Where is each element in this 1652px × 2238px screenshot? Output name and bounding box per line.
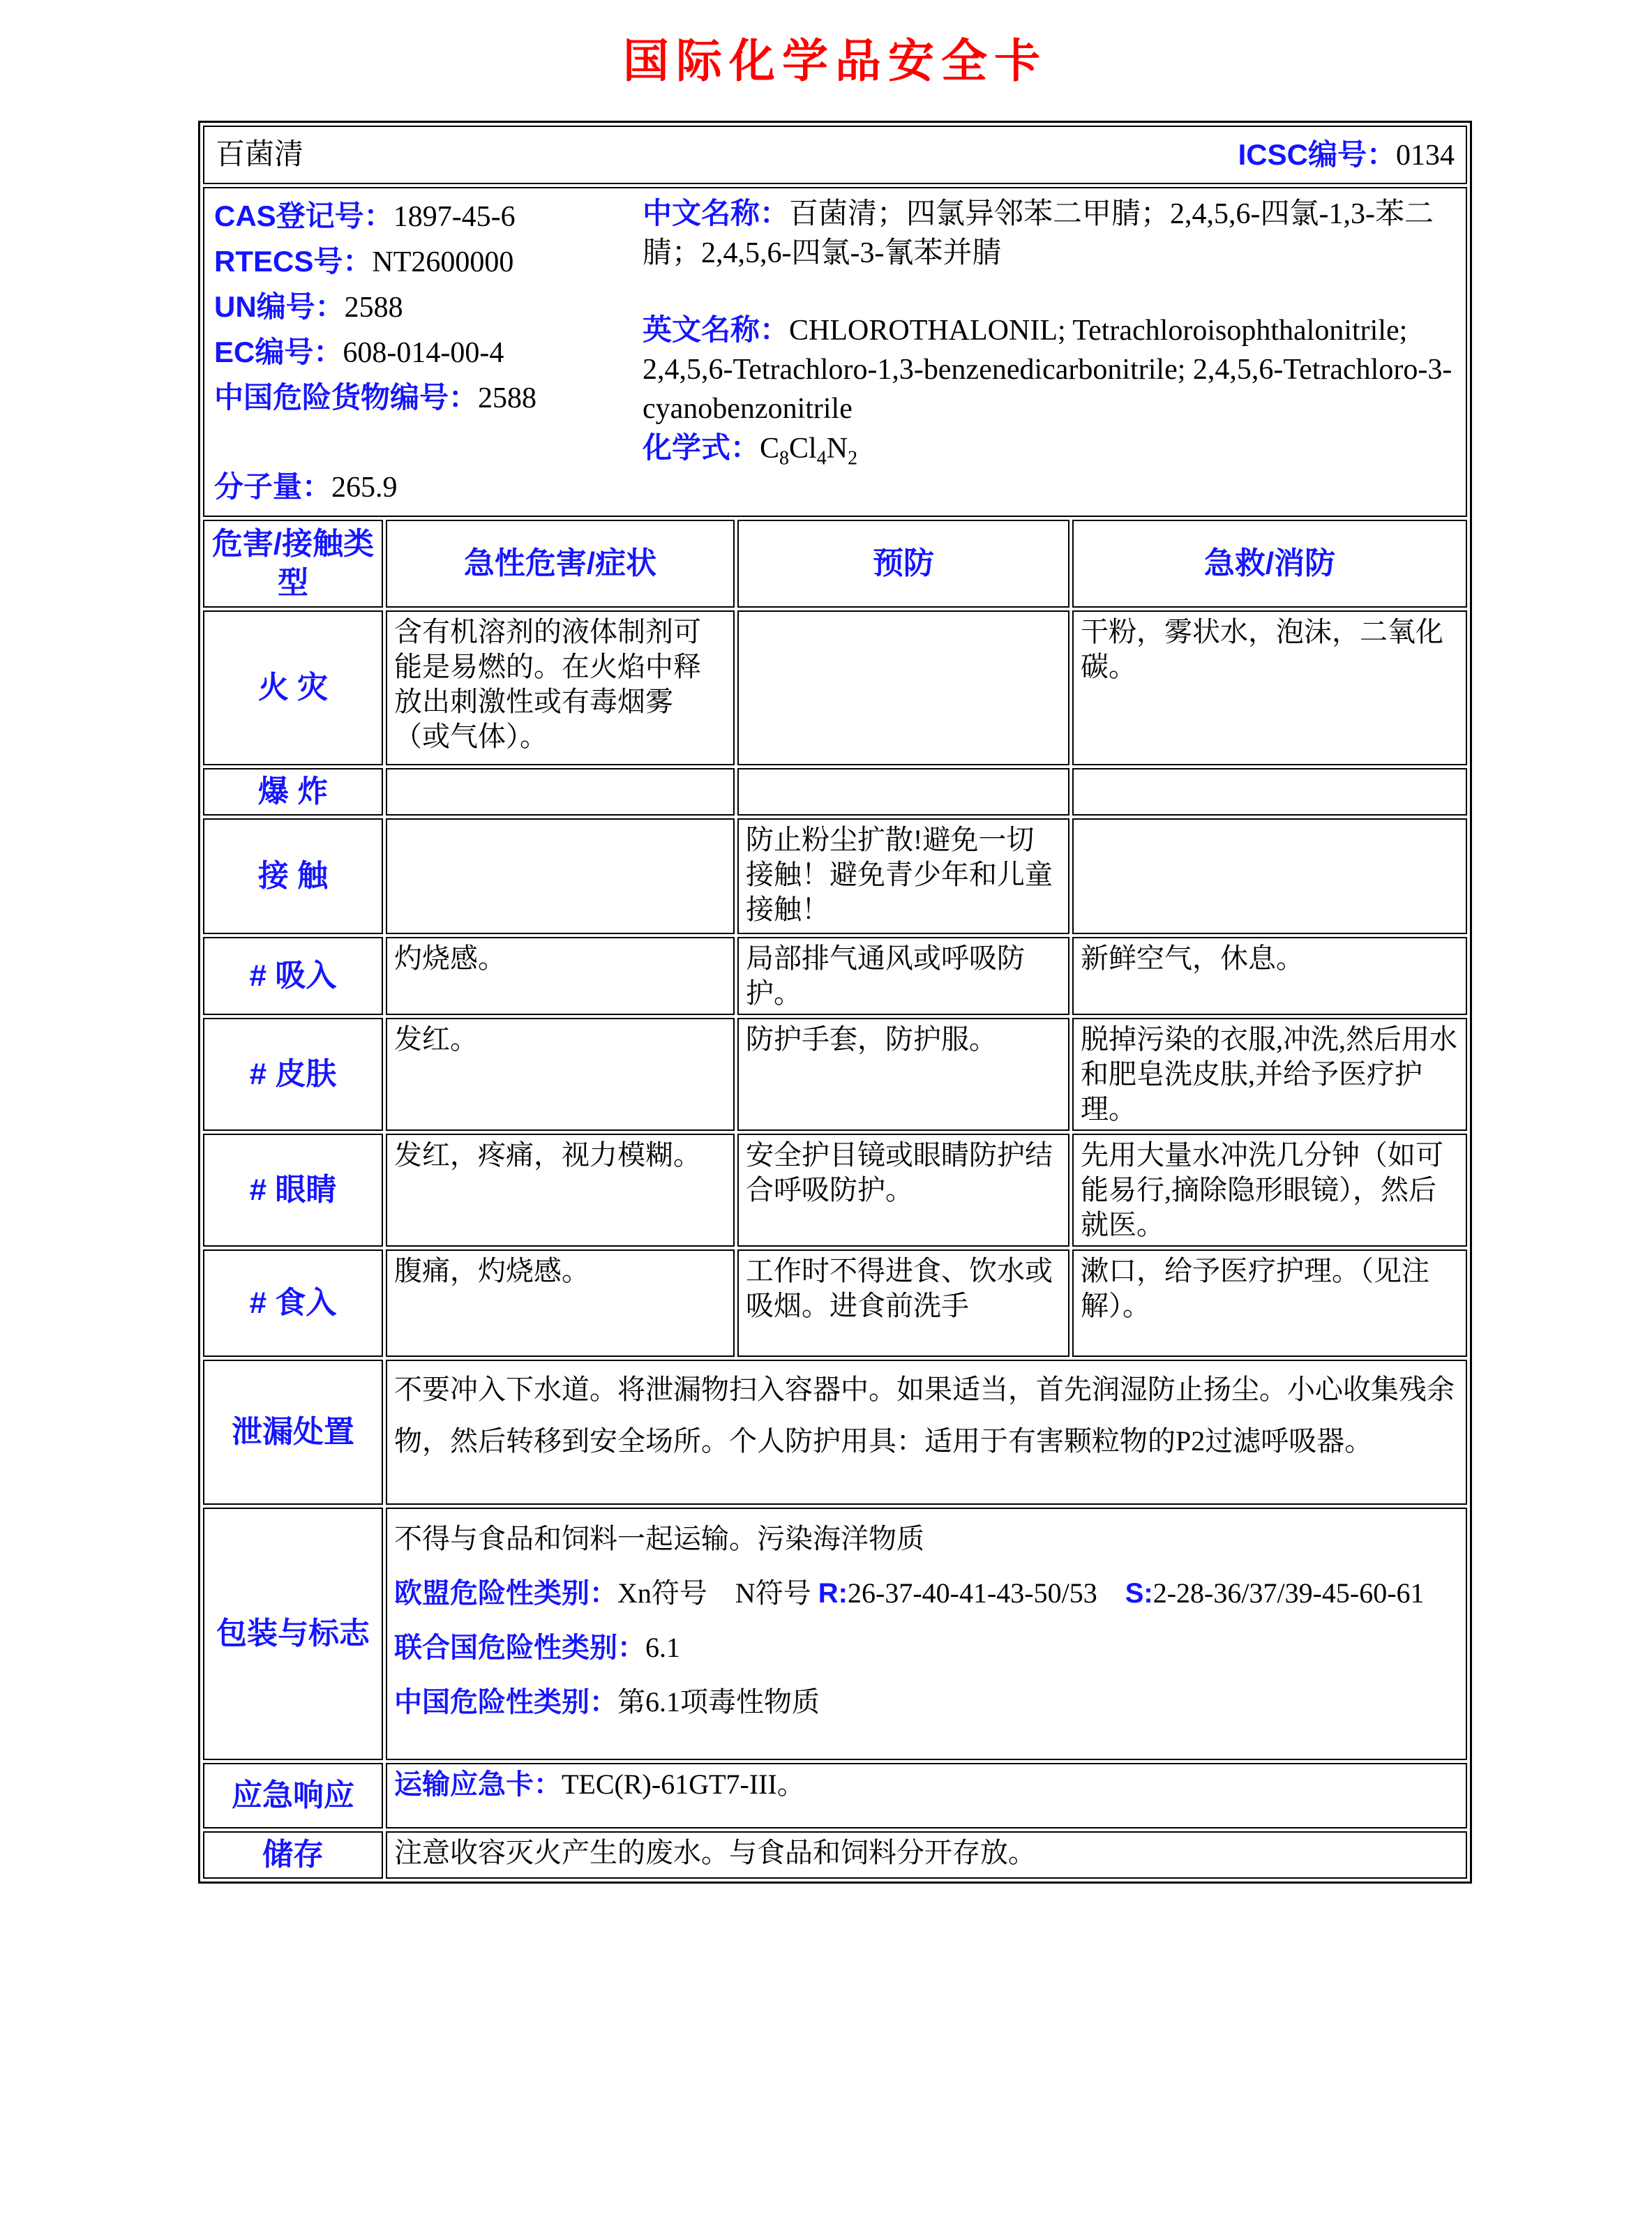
row-label-spill-disposal: 泄漏处置 xyxy=(203,1360,383,1505)
ingestion-firstaid: 漱口，给予医疗护理。（见注解）。 xyxy=(1072,1249,1467,1357)
row-label-emergency-response: 应急响应 xyxy=(203,1763,383,1828)
row-label-exposure: 接 触 xyxy=(203,818,383,934)
inhalation-symptoms: 灼烧感。 xyxy=(386,937,735,1015)
card-header-row xyxy=(203,126,1467,184)
explosion-prevention xyxy=(737,768,1069,816)
chinese-name-line: 中文名称：百菌清；四氯异邻苯二甲腈；2,4,5,6-四氯-1,3-苯二腈；2,4,5,6-四氯-3-氰苯并腈 xyxy=(643,197,1434,269)
transport-emergency-card-value: TEC(R)-61GT7-III。 xyxy=(562,1768,805,1800)
skin-prevention: 防护手套，防护服。 xyxy=(737,1018,1069,1131)
exposure-symptoms xyxy=(386,818,735,934)
un-class-value: 6.1 xyxy=(645,1632,680,1663)
chemical-formula-line: 化学式：$C_8Cl_4N_2$ xyxy=(643,431,858,470)
safety-card xyxy=(198,121,1472,1884)
r-phrases-label: R: xyxy=(818,1578,848,1609)
row-label-explosion: 爆 炸 xyxy=(203,768,383,816)
column-header-acute-hazards: 急性危害/症状 xyxy=(386,520,735,608)
china-class-label: 中国危险性类别： xyxy=(394,1687,617,1718)
page-title: 国际化学品安全卡 xyxy=(623,35,1047,87)
packaging-content xyxy=(386,1508,1467,1760)
s-phrases-value: 2-28-36/37/39-45-60-61 xyxy=(1152,1577,1425,1609)
storage-text: 注意收容灭火产生的废水。与食品和饲料分开存放。 xyxy=(386,1831,1467,1879)
s-phrases-label: S: xyxy=(1125,1578,1153,1609)
skin-symptoms: 发红。 xyxy=(386,1018,735,1131)
exposure-prevention: 防止粉尘扩散!避免一切接触！避免青少年和儿童接触！ xyxy=(737,818,1069,934)
explosion-symptoms xyxy=(386,768,735,816)
china-dg-number-line: 中国危险货物编号：2588 xyxy=(214,381,537,414)
identification-left xyxy=(214,194,640,510)
eu-class-label: 欧盟危险性类别： xyxy=(394,1578,617,1609)
ec-number-line: EC编号：608-014-00-4 xyxy=(214,336,504,369)
molecular-weight-line: 分子量：265.9 xyxy=(214,470,398,504)
ingestion-symptoms: 腹痛，灼烧感。 xyxy=(386,1249,735,1357)
packaging-transport-note: 不得与食品和饲料一起运输。污染海洋物质 xyxy=(394,1523,924,1554)
packaging-china-classification xyxy=(394,1675,1459,1729)
un-number-line: UN编号：2588 xyxy=(214,290,403,324)
packaging-un-classification xyxy=(394,1621,1459,1675)
icsc-number-label: ICSC编号： xyxy=(1238,137,1396,171)
row-label-storage: 储存 xyxy=(203,1831,383,1879)
explosion-firstaid xyxy=(1072,768,1467,816)
icsc-number xyxy=(1238,137,1455,173)
identification-block xyxy=(203,187,1467,517)
r-phrases-value: 26-37-40-41-43-50/53 xyxy=(848,1577,1125,1609)
inhalation-prevention: 局部排气通风或呼吸防护。 xyxy=(737,937,1069,1015)
transport-emergency-card-label: 运输应急卡： xyxy=(394,1769,562,1800)
row-label-inhalation: # 吸入 xyxy=(203,937,383,1015)
row-label-packaging: 包装与标志 xyxy=(203,1508,383,1760)
row-label-fire: 火 灾 xyxy=(203,610,383,765)
china-class-value: 第6.1项毒性物质 xyxy=(617,1686,820,1718)
column-header-firstaid: 急救/消防 xyxy=(1072,520,1467,608)
inhalation-firstaid: 新鲜空气，休息。 xyxy=(1072,937,1467,1015)
fire-prevention xyxy=(737,610,1069,765)
eyes-symptoms: 发红，疼痛，视力模糊。 xyxy=(386,1134,735,1247)
fire-firstaid: 干粉，雾状水，泡沫，二氧化碳。 xyxy=(1072,610,1467,765)
cas-number-line: CAS登记号：1897-45-6 xyxy=(214,200,516,233)
row-label-eyes: # 眼睛 xyxy=(203,1134,383,1247)
un-class-label: 联合国危险性类别： xyxy=(394,1632,645,1663)
row-label-skin: # 皮肤 xyxy=(203,1018,383,1131)
ingestion-prevention: 工作时不得进食、饮水或吸烟。进食前洗手 xyxy=(737,1249,1069,1357)
eyes-prevention: 安全护目镜或眼睛防护结合呼吸防护。 xyxy=(737,1134,1069,1247)
english-name-line: 英文名称：CHLOROTHALONIL; Tetrachloroisophthalonitrile; 2,4,5,6-Tetrachloro-1,3-benzenedicarbonitrile; 2,4,5,6-Tetrachloro-3-cyanobenzonitrile xyxy=(643,313,1452,425)
exposure-firstaid xyxy=(1072,818,1467,934)
rtecs-number-line: RTECS号：NT2600000 xyxy=(214,245,514,278)
row-label-ingestion: # 食入 xyxy=(203,1249,383,1357)
skin-firstaid: 脱掉污染的衣服,冲洗,然后用水和肥皂洗皮肤,并给予医疗护理。 xyxy=(1072,1018,1467,1131)
substance-name: 百菌清 xyxy=(216,139,304,171)
packaging-eu-classification xyxy=(394,1566,1459,1621)
column-header-prevention: 预防 xyxy=(737,520,1069,608)
icsc-page xyxy=(0,24,1652,2238)
fire-symptoms: 含有机溶剂的液体制剂可能是易燃的。在火焰中释放出刺激性或有毒烟雾（或气体）。 xyxy=(386,610,735,765)
eu-class-symbols: Xn符号 N符号 xyxy=(617,1577,818,1609)
identification-right xyxy=(640,194,1456,510)
column-header-hazard-type: 危害/接触类型 xyxy=(203,520,383,608)
spill-disposal-text: 不要冲入下水道。将泄漏物扫入容器中。如果适当，首先润湿防止扬尘。小心收集残余物，然后转移到安全场所。个人防护用具：适用于有害颗粒物的P2过滤呼吸器。 xyxy=(386,1360,1467,1505)
emergency-response-content xyxy=(386,1763,1467,1828)
eyes-firstaid: 先用大量水冲洗几分钟（如可能易行,摘除隐形眼镜），然后就医。 xyxy=(1072,1134,1467,1247)
icsc-number-value: 0134 xyxy=(1396,139,1455,172)
